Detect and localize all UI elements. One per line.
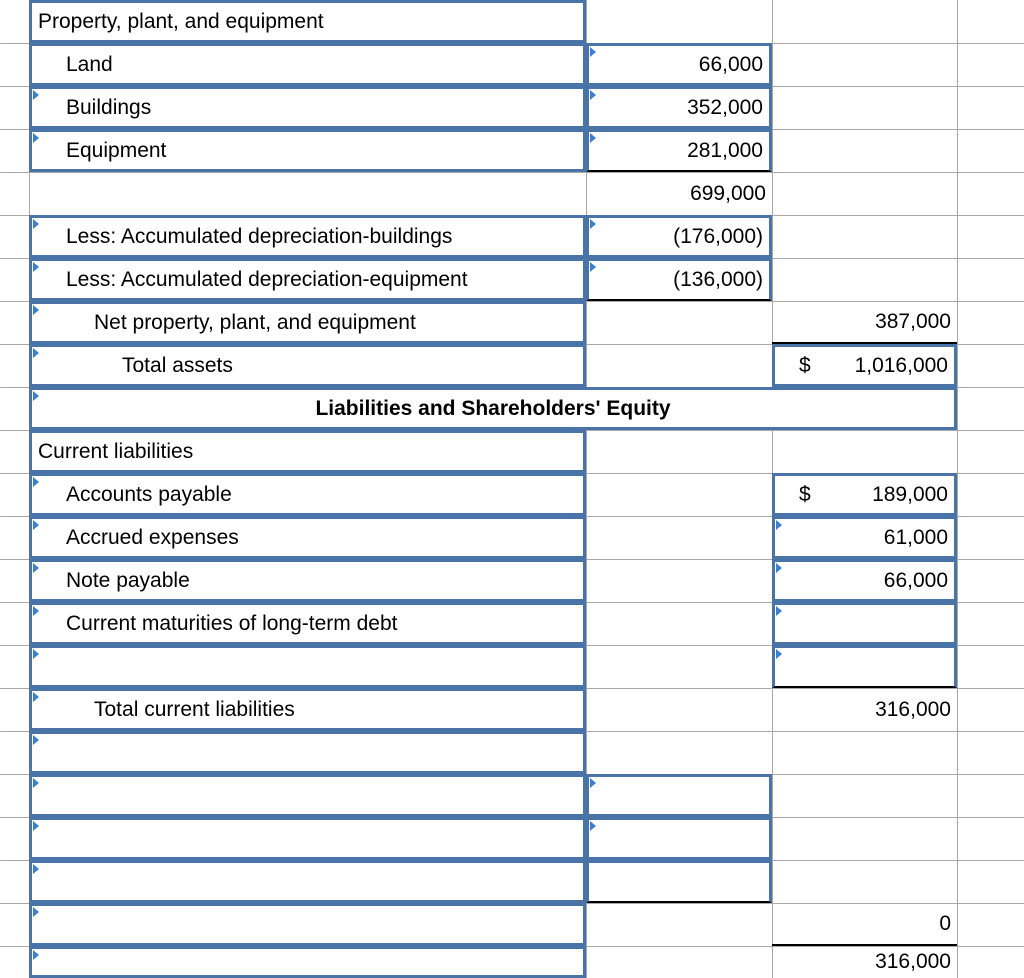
blank-row-c [0,817,1024,861]
current-maturities-amount-field[interactable] [772,602,957,645]
note-payable-amount: 66,000 [883,568,948,592]
accounts-payable-label: Accounts payable [66,482,232,506]
equipment-amount: 281,000 [687,139,763,162]
net-ppe-label: Net property, plant, and equipment [94,310,416,334]
zero-amount-cell [772,903,957,946]
total-current-liabilities-label-field[interactable] [29,688,586,731]
accum-dep-equipment-label-field[interactable] [29,258,586,301]
accum-dep-equipment-label: Less: Accumulated depreciation-equipment [66,267,468,291]
land-label-field[interactable] [29,43,586,86]
accrued-expenses-row [0,516,1024,560]
buildings-row [0,86,1024,130]
equipment-amount-field[interactable] [586,129,772,172]
total-assets-amount-field[interactable] [772,344,957,387]
buildings-label: Buildings [66,95,152,119]
total-liabilities-amount-cell [772,946,957,978]
blank-row-b [0,774,1024,818]
ppe-subtotal-row [0,172,1024,216]
ppe-header-field[interactable] [29,0,586,43]
blank-c-label-field[interactable] [29,817,586,860]
note-payable-row [0,559,1024,603]
total-assets-currency: $ [799,353,811,377]
accum-dep-buildings-label: Less: Accumulated depreciation-buildings [66,224,453,248]
buildings-amount-field[interactable] [586,86,772,129]
zero-amount: 0 [939,911,951,935]
blank-row-d [0,860,1024,904]
equipment-label: Equipment [66,138,167,162]
total-assets-label: Total assets [122,353,233,377]
blank-d-label-field[interactable] [29,860,586,903]
net-ppe-amount: 387,000 [875,309,951,333]
total-current-liabilities-row [0,688,1024,732]
accounts-payable-row [0,473,1024,517]
total-current-liabilities-amount: 316,000 [875,697,951,721]
ppe-subtotal-amount: 699,000 [690,181,766,205]
equipment-row [0,129,1024,173]
total-assets-row [0,344,1024,388]
blank-liability-label-field[interactable] [29,645,586,688]
accrued-expenses-amount: 61,000 [883,525,948,549]
ppe-header-label: Property, plant, and equipment [38,9,324,33]
accounts-payable-currency: $ [799,482,811,506]
current-maturities-row [0,602,1024,646]
land-amount-field[interactable] [586,43,772,86]
accrued-expenses-label-field[interactable] [29,516,586,559]
accounts-payable-amount-field[interactable] [772,473,957,516]
buildings-amount: 352,000 [687,95,763,119]
accum-dep-buildings-label-field[interactable] [29,215,586,258]
accum-dep-buildings-amount-field[interactable] [586,215,772,258]
current-liabilities-header-row [0,430,1024,474]
net-ppe-amount-cell [772,301,957,344]
blank-row-a [0,731,1024,775]
land-amount: 66,000 [698,52,763,76]
total-assets-label-field[interactable] [29,344,586,387]
accrued-expenses-label: Accrued expenses [66,525,239,549]
ppe-header-row [0,0,1024,44]
accrued-expenses-amount-field[interactable] [772,516,957,559]
total-assets-amount: 1,016,000 [854,353,948,377]
note-payable-label: Note payable [66,568,190,592]
note-payable-amount-field[interactable] [772,559,957,602]
accounts-payable-amount: 189,000 [872,482,948,506]
blank-b-amount-field[interactable] [586,774,772,817]
buildings-label-field[interactable] [29,86,586,129]
note-payable-label-field[interactable] [29,559,586,602]
equipment-label-field[interactable] [29,129,586,172]
liabilities-heading: Liabilities and Shareholders' Equity [315,396,671,420]
total-current-liabilities-label: Total current liabilities [94,697,295,721]
accum-dep-equipment-amount-field[interactable] [586,258,772,301]
zero-row-label-field[interactable] [29,903,586,946]
zero-row [0,903,1024,947]
accum-dep-equipment-row [0,258,1024,302]
blank-a-label-field[interactable] [29,731,586,774]
total-liabilities-amount: 316,000 [875,950,951,973]
land-label: Land [66,52,113,76]
accum-dep-buildings-amount: (176,000) [673,224,763,248]
current-liabilities-header: Current liabilities [38,439,194,463]
blank-liability-amount-field[interactable] [772,645,957,688]
accounts-payable-label-field[interactable] [29,473,586,516]
current-maturities-label-field[interactable] [29,602,586,645]
total-current-liabilities-amount-cell [772,688,957,731]
blank-d-amount-field[interactable] [586,860,772,903]
net-ppe-row [0,301,1024,345]
land-row [0,43,1024,87]
accum-dep-buildings-row [0,215,1024,259]
current-liabilities-header-field[interactable] [29,430,586,473]
accum-dep-equipment-amount: (136,000) [673,268,763,291]
liabilities-heading-row [0,387,1024,431]
current-maturities-label: Current maturities of long-term debt [66,611,398,635]
blank-b-label-field[interactable] [29,774,586,817]
net-ppe-label-field[interactable] [29,301,586,344]
total-liabilities-row [0,946,1024,978]
liabilities-heading-field[interactable] [29,387,957,430]
total-liabilities-label-field[interactable] [29,946,586,978]
ppe-subtotal-cell [586,172,772,215]
blank-c-amount-field[interactable] [586,817,772,860]
blank-liability-row [0,645,1024,689]
